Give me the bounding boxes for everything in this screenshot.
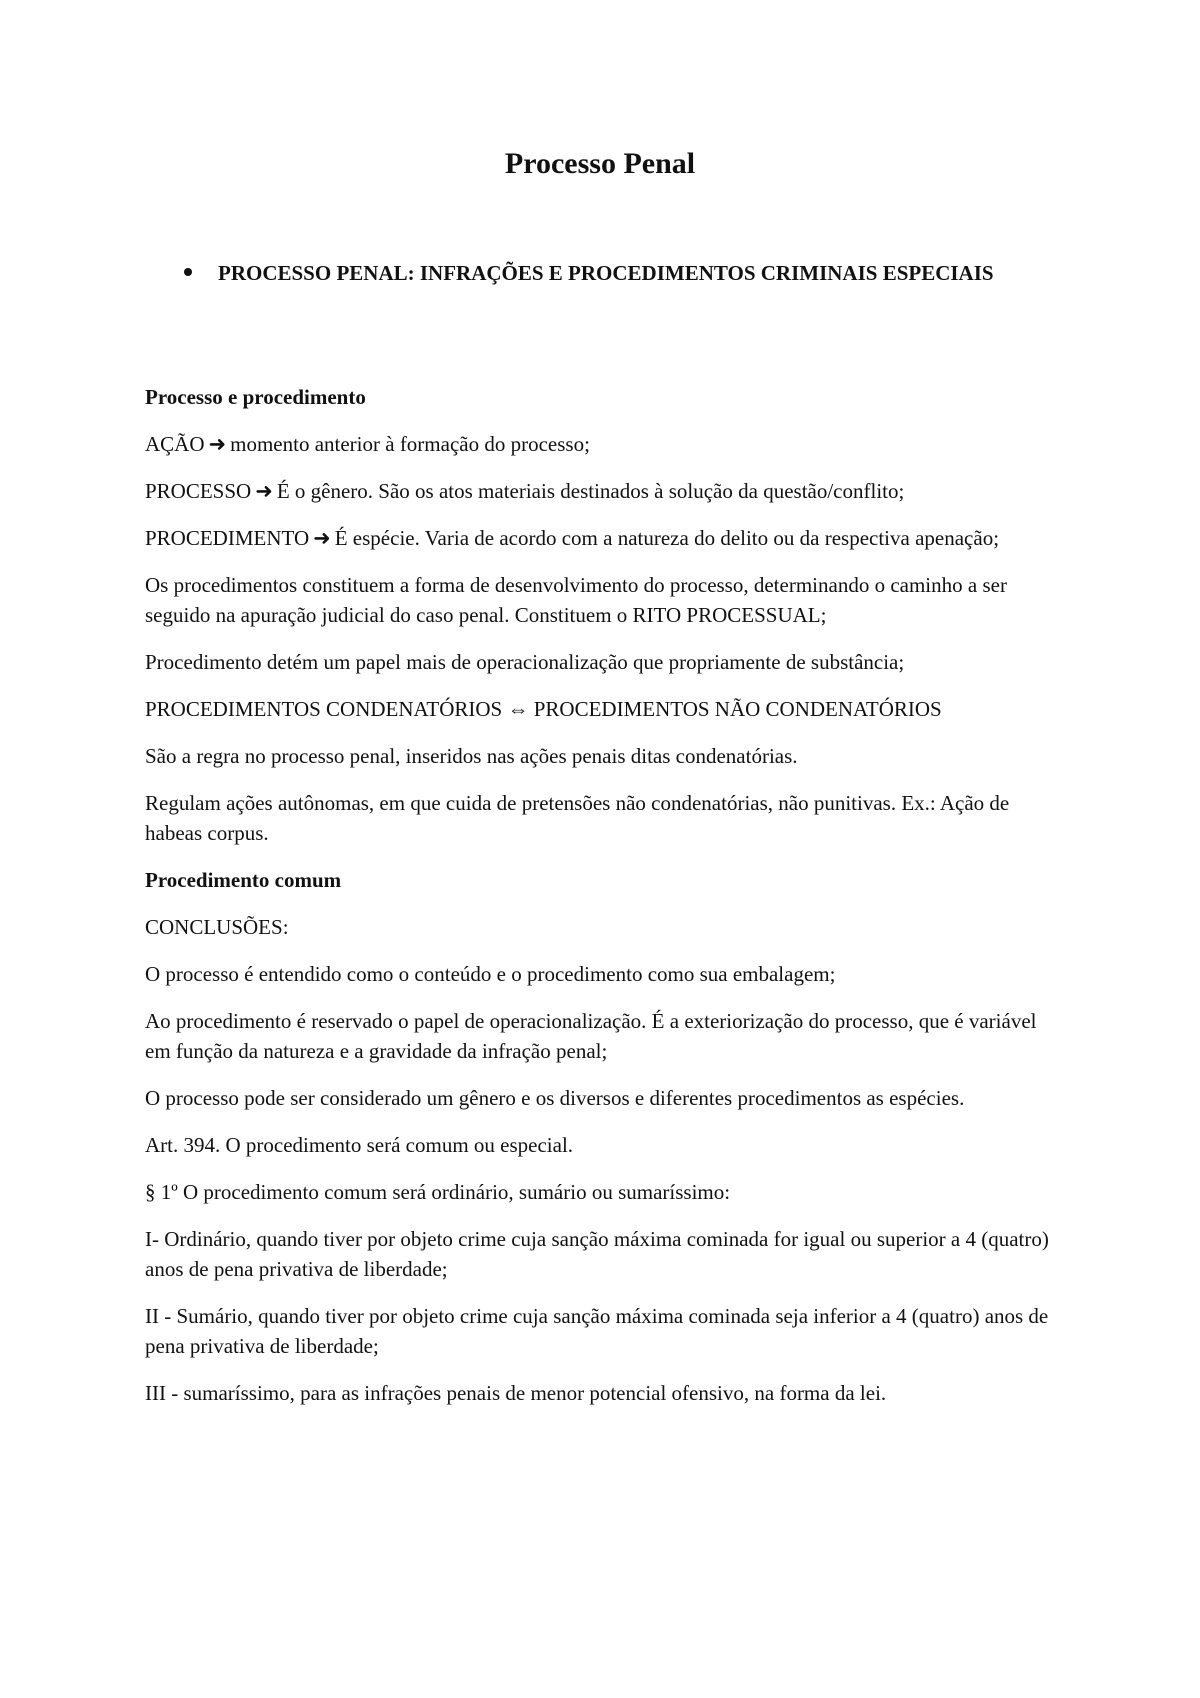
section-heading-processo-e-procedimento: Processo e procedimento bbox=[145, 385, 366, 409]
paragraph-procedimentos-forma: Os procedimentos constituem a forma de desenvolvimento do processo, determinando o caminho a ser seguido na apuração judicial do caso penal. Constituem o RITO PROCESSUAL; bbox=[145, 573, 1007, 627]
term-procedimento: PROCEDIMENTO bbox=[145, 526, 310, 550]
term-condenatorios: PROCEDIMENTOS CONDENATÓRIOS bbox=[145, 697, 503, 721]
paragraph-reservado: Ao procedimento é reservado o papel de operacionalização. É a exteriorização do processo, que é variável em função da natureza e a gravidade da infração penal; bbox=[145, 1009, 1037, 1063]
bullet-dot-icon bbox=[184, 268, 192, 276]
arrow-right-icon: ➜ bbox=[208, 432, 227, 456]
paragraph-inciso-2: II - Sumário, quando tiver por objeto crime cuja sanção máxima cominada seja inferior a 4 (quatro) anos de pena privativa de liberdade; bbox=[145, 1304, 1049, 1358]
paragraph-papel: Procedimento detém um papel mais de operacionalização que propriamente de substância; bbox=[145, 650, 905, 674]
paragraph-procedimento bbox=[145, 523, 1055, 553]
arrow-right-icon: ➜ bbox=[313, 526, 331, 550]
definition-processo: É o gênero. São os atos materiais destinados à solução da questão/conflito; bbox=[276, 479, 905, 503]
paragraph-art-394: Art. 394. O procedimento será comum ou especial. bbox=[145, 1133, 574, 1157]
paragraph-condenatorios bbox=[145, 694, 1055, 724]
definition-acao: momento anterior à formação do processo; bbox=[230, 432, 590, 456]
term-nao-condenatorios: PROCEDIMENTOS NÃO CONDENATÓRIOS bbox=[533, 697, 942, 721]
bullet-text: PROCESSO PENAL: INFRAÇÕES E PROCEDIMENTOS CRIMINAIS ESPECIAIS bbox=[218, 261, 994, 285]
document-title: Processo Penal bbox=[504, 147, 696, 180]
definition-procedimento: É espécie. Varia de acordo com a natureza do delito ou da respectiva apenação; bbox=[334, 526, 1000, 550]
paragraph-conteudo: O processo é entendido como o conteúdo e o procedimento como sua embalagem; bbox=[145, 962, 836, 986]
paragraph-inciso-1: I- Ordinário, quando tiver por objeto crime cuja sanção máxima cominada for igual ou superior a 4 (quatro) anos de pena privativa de liberdade; bbox=[145, 1227, 1049, 1281]
paragraph-regulam: Regulam ações autônomas, em que cuida de pretensões não condenatórias, não punitivas. Ex.: Ação de habeas corpus. bbox=[145, 791, 1010, 845]
paragraph-inciso-3: III - sumaríssimo, para as infrações penais de menor potencial ofensivo, na forma da lei. bbox=[145, 1381, 887, 1405]
document-body bbox=[145, 382, 1055, 1425]
section-heading-procedimento-comum: Procedimento comum bbox=[145, 868, 342, 892]
term-processo: PROCESSO bbox=[145, 479, 252, 503]
paragraph-processo bbox=[145, 476, 1055, 506]
paragraph-conclusoes: CONCLUSÕES: bbox=[145, 915, 289, 939]
term-acao: AÇÃO bbox=[145, 432, 205, 456]
paragraph-genero: O processo pode ser considerado um gênero e os diversos e diferentes procedimentos as espécies. bbox=[145, 1086, 965, 1110]
paragraph-paragrafo-1: § 1º O procedimento comum será ordinário, sumário ou sumaríssimo: bbox=[145, 1180, 731, 1204]
paragraph-regra: São a regra no processo penal, inseridos nas ações penais ditas condenatórias. bbox=[145, 744, 798, 768]
paragraph-acao bbox=[145, 429, 1055, 459]
double-arrow-icon: ⇔ bbox=[507, 697, 529, 721]
arrow-right-icon: ➜ bbox=[255, 479, 273, 503]
